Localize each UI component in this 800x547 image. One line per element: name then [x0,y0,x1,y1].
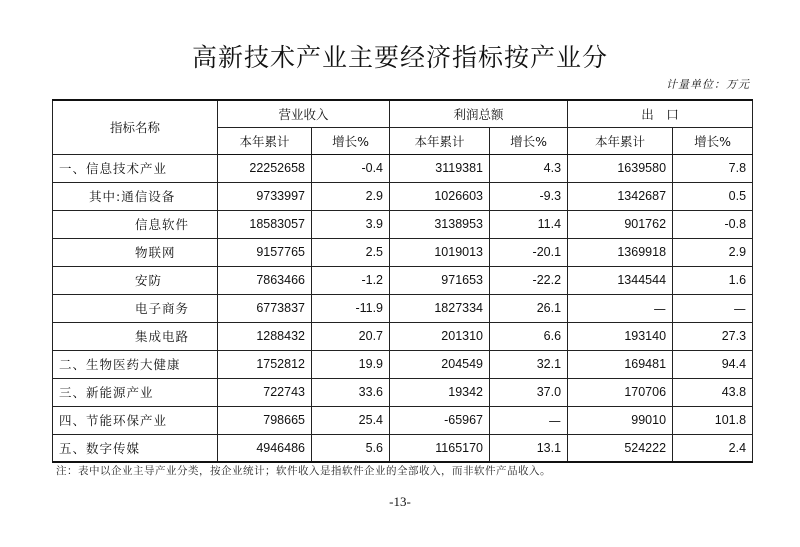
table-row [53,434,753,462]
page-title: 高新技术产业主要经济指标按产业分 [191,43,608,72]
cell-export-growth: 1.6 [673,266,753,294]
header-sub-growth: 增长% [312,127,390,154]
cell-profit-growth: -9.3 [490,182,568,210]
table-row [53,238,753,266]
cell-revenue-growth: 19.9 [312,350,390,378]
cell-export-growth: 43.8 [673,378,753,406]
cell-revenue-cumulative: 4946486 [218,434,312,462]
header-sub-cumulative: 本年累计 [568,127,673,154]
row-indicator-name: 三、新能源产业 [53,378,218,406]
row-indicator-name: 物联网 [53,238,218,266]
cell-profit-growth: 13.1 [490,434,568,462]
table-row [53,182,753,210]
cell-profit-cumulative: 19342 [390,378,490,406]
cell-profit-growth: 32.1 [490,350,568,378]
header-sub-growth: 增长% [673,127,753,154]
cell-profit-cumulative: 3119381 [390,154,490,182]
cell-profit-growth: 4.3 [490,154,568,182]
cell-revenue-growth: 25.4 [312,406,390,434]
cell-profit-cumulative: 1019013 [390,238,490,266]
cell-revenue-growth: 20.7 [312,322,390,350]
table-row [53,350,753,378]
cell-profit-cumulative: 204549 [390,350,490,378]
cell-export-cumulative: 193140 [568,322,673,350]
cell-revenue-cumulative: 18583057 [218,210,312,238]
row-indicator-name: 一、信息技术产业 [53,154,218,182]
cell-export-cumulative: 170706 [568,378,673,406]
cell-revenue-cumulative: 22252658 [218,154,312,182]
cell-revenue-growth: 33.6 [312,378,390,406]
unit-label: 计量单位：万元 [666,78,750,91]
indicator-table [52,99,753,463]
cell-profit-growth: 11.4 [490,210,568,238]
cell-export-growth: 27.3 [673,322,753,350]
header-sub-cumulative: 本年累计 [218,127,312,154]
cell-revenue-growth: -1.2 [312,266,390,294]
cell-revenue-growth: -11.9 [312,294,390,322]
row-indicator-name: 安防 [53,266,218,294]
cell-profit-growth: -22.2 [490,266,568,294]
table-row [53,294,753,322]
cell-export-cumulative: 524222 [568,434,673,462]
cell-profit-growth: 37.0 [490,378,568,406]
header-group-export: 出 口 [568,100,753,127]
header-sub-cumulative: 本年累计 [390,127,490,154]
cell-export-growth: 0.5 [673,182,753,210]
cell-export-cumulative: 1344544 [568,266,673,294]
row-indicator-name: 二、生物医药大健康 [53,350,218,378]
cell-revenue-cumulative: 9157765 [218,238,312,266]
row-indicator-name: 五、数字传媒 [53,434,218,462]
cell-revenue-growth: 3.9 [312,210,390,238]
header-sub-growth: 增长% [490,127,568,154]
table-row [53,378,753,406]
cell-profit-cumulative: -65967 [390,406,490,434]
cell-profit-growth: — [490,406,568,434]
cell-export-growth: 101.8 [673,406,753,434]
cell-export-growth: -0.8 [673,210,753,238]
page-number: -13- [389,494,411,509]
cell-revenue-cumulative: 9733997 [218,182,312,210]
cell-profit-growth: 6.6 [490,322,568,350]
cell-revenue-cumulative: 7863466 [218,266,312,294]
row-indicator-name: 四、节能环保产业 [53,406,218,434]
cell-revenue-cumulative: 6773837 [218,294,312,322]
header-group-revenue: 营业收入 [218,100,390,127]
cell-export-cumulative: 901762 [568,210,673,238]
cell-revenue-cumulative: 722743 [218,378,312,406]
cell-revenue-growth: 5.6 [312,434,390,462]
cell-export-growth: 2.9 [673,238,753,266]
table-row [53,266,753,294]
row-indicator-name: 集成电路 [53,322,218,350]
cell-profit-cumulative: 1827334 [390,294,490,322]
cell-revenue-growth: 2.9 [312,182,390,210]
cell-profit-cumulative: 1026603 [390,182,490,210]
row-indicator-name: 信息软件 [53,210,218,238]
cell-export-growth: 7.8 [673,154,753,182]
header-group-profit: 利润总额 [390,100,568,127]
header-indicator-name: 指标名称 [53,100,218,154]
cell-revenue-cumulative: 1752812 [218,350,312,378]
row-indicator-name: 电子商务 [53,294,218,322]
cell-revenue-cumulative: 798665 [218,406,312,434]
cell-export-cumulative: 1369918 [568,238,673,266]
table-row [53,322,753,350]
table-row [53,406,753,434]
table-row [53,154,753,182]
cell-export-cumulative: 1639580 [568,154,673,182]
cell-revenue-growth: 2.5 [312,238,390,266]
cell-export-cumulative: 99010 [568,406,673,434]
cell-export-cumulative: 1342687 [568,182,673,210]
cell-export-growth: 94.4 [673,350,753,378]
cell-export-cumulative: 169481 [568,350,673,378]
cell-profit-growth: 26.1 [490,294,568,322]
cell-profit-cumulative: 201310 [390,322,490,350]
cell-profit-cumulative: 3138953 [390,210,490,238]
cell-revenue-cumulative: 1288432 [218,322,312,350]
footnote: 注：表中以企业主导产业分类，按企业统计；软件收入是指软件企业的全部收入，而非软件产品收入。 [56,465,551,477]
cell-export-growth: — [673,294,753,322]
cell-profit-growth: -20.1 [490,238,568,266]
table-row [53,210,753,238]
cell-export-growth: 2.4 [673,434,753,462]
cell-revenue-growth: -0.4 [312,154,390,182]
cell-profit-cumulative: 1165170 [390,434,490,462]
cell-export-cumulative: — [568,294,673,322]
row-indicator-name: 其中:通信设备 [53,182,218,210]
cell-profit-cumulative: 971653 [390,266,490,294]
